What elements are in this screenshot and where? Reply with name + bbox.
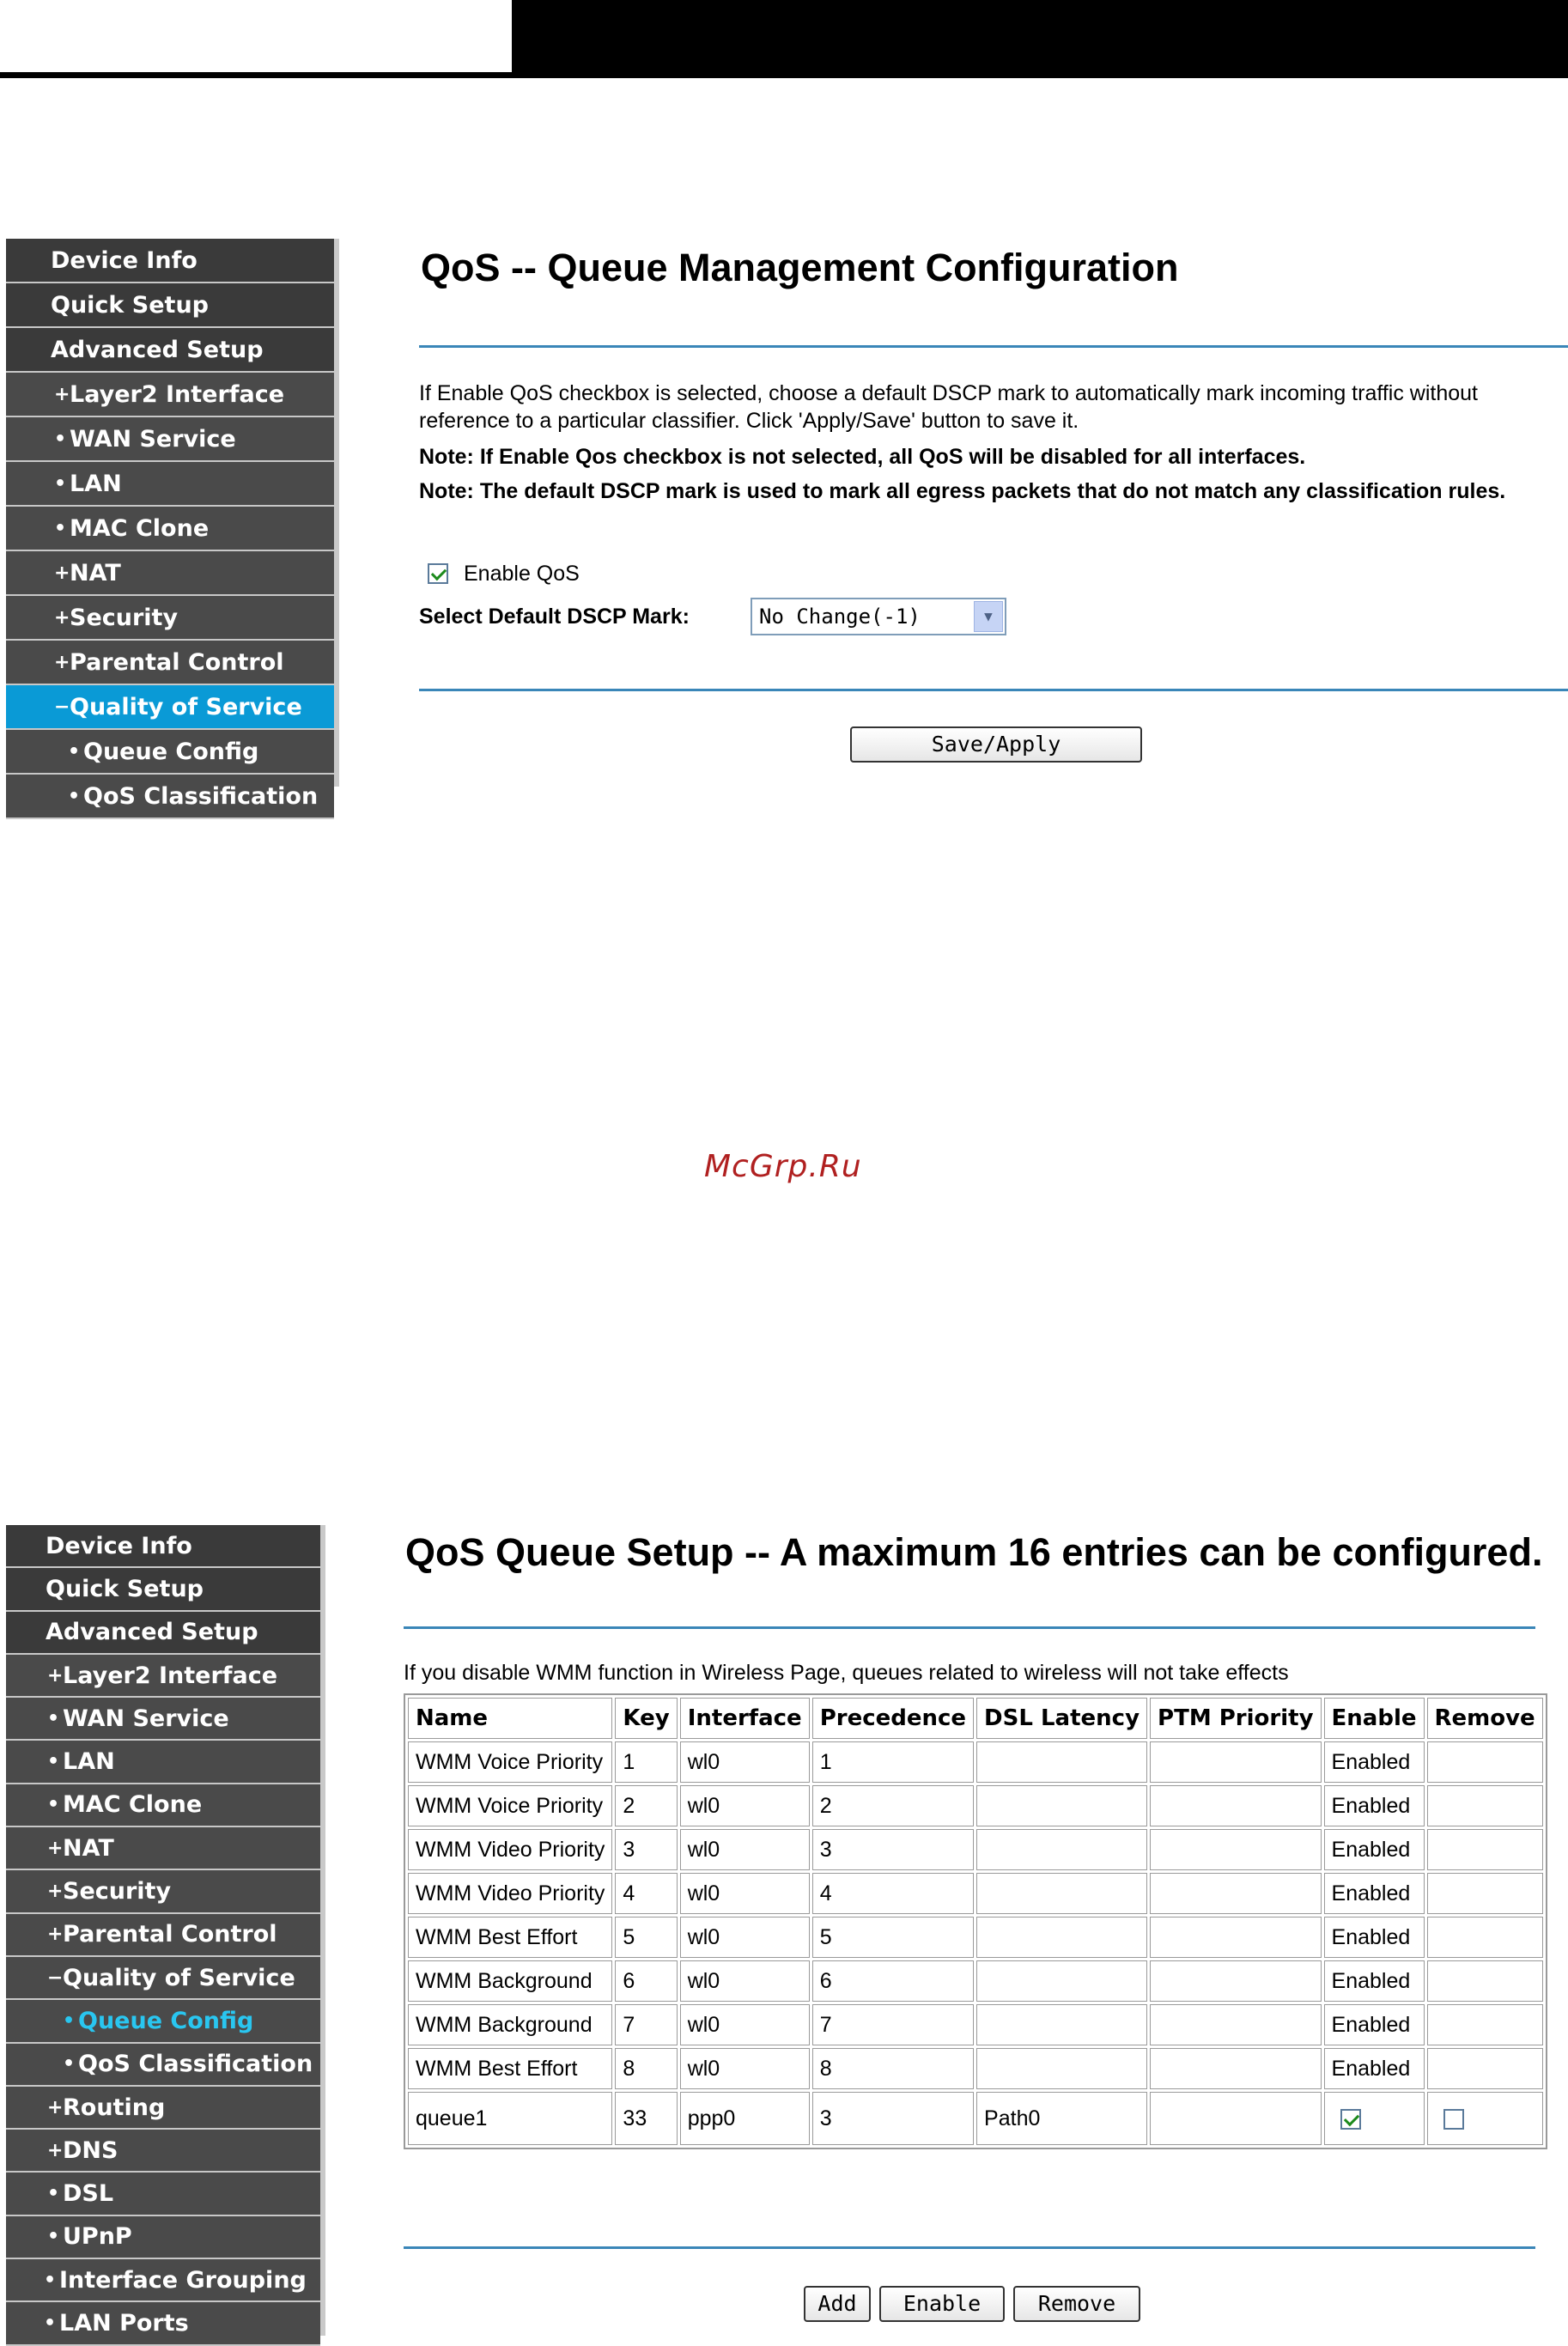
header-black-bar [512, 0, 1568, 72]
sidebar-item-label: QoS Classification [83, 782, 319, 810]
sidebar-item-queue-config[interactable] [6, 730, 334, 775]
sidebar-item-label: Device Info [46, 1532, 192, 1559]
cell-remove [1427, 1917, 1543, 1958]
cell-key: 1 [615, 1741, 677, 1783]
cell-remove [1427, 2048, 1543, 2089]
sidebar-item-security[interactable] [6, 596, 334, 641]
cell-name: WMM Best Effort [408, 1917, 612, 1958]
cell-dsl-latency [976, 1873, 1147, 1914]
cell-enable: Enabled [1324, 1829, 1425, 1870]
sidebar-item-quality-of-service[interactable] [6, 1957, 320, 2000]
sidebar-item-label: DNS [63, 2136, 119, 2164]
collapse-icon: − [54, 696, 70, 718]
sidebar-item-device-info[interactable] [6, 239, 334, 283]
sidebar-item-label: Quality of Service [70, 693, 302, 720]
cell-interface: wl0 [680, 2004, 810, 2045]
cell-ptm-priority [1150, 1741, 1321, 1783]
column-header-key: Key [615, 1698, 677, 1739]
sidebar-item-routing[interactable] [6, 2087, 320, 2130]
save-apply-button[interactable]: Save/Apply [850, 726, 1142, 763]
remove-button[interactable]: Remove [1013, 2286, 1140, 2322]
sidebar-item-queue-config[interactable] [6, 2000, 320, 2043]
sidebar-item-label: WAN Service [63, 1705, 229, 1732]
sidebar-item-nat[interactable] [6, 1827, 320, 1870]
cell-name: WMM Video Priority [408, 1873, 612, 1914]
cell-precedence: 4 [812, 1873, 974, 1914]
expand-icon: + [54, 383, 70, 405]
cell-precedence: 3 [812, 2092, 974, 2145]
intro-text: If Enable QoS checkbox is selected, choose a default DSCP mark to automatically mark incoming traffic without reference to a particular classifier. Click 'Apply/Save' button to save it. [419, 381, 1478, 433]
column-header-ptm-priority: PTM Priority [1150, 1698, 1321, 1739]
bullet-icon: • [63, 2053, 76, 2076]
sidebar-menu [6, 239, 334, 819]
cell-precedence: 6 [812, 1960, 974, 2002]
expand-icon: + [54, 651, 70, 673]
cell-key: 4 [615, 1873, 677, 1914]
sidebar-item-parental-control[interactable] [6, 1914, 320, 1957]
cell-interface: wl0 [680, 1741, 810, 1783]
cell-precedence: 3 [812, 1829, 974, 1870]
sidebar-item-label: Layer2 Interface [63, 1662, 278, 1689]
table-row [408, 1785, 1543, 1826]
page-title: QoS -- Queue Management Configuration [421, 246, 1179, 289]
cell-remove [1427, 1785, 1543, 1826]
cell-key: 6 [615, 1960, 677, 2002]
cell-ptm-priority [1150, 1960, 1321, 2002]
sidebar-item-label: Queue Config [78, 2007, 254, 2034]
sidebar-item-layer2-interface[interactable] [6, 373, 334, 417]
sidebar-item-label: Device Info [51, 246, 198, 274]
bullet-icon: • [54, 472, 67, 495]
sidebar-item-label: Advanced Setup [51, 336, 264, 363]
column-header-dsl-latency: DSL Latency [976, 1698, 1147, 1739]
sidebar-item-quick-setup[interactable] [6, 1568, 320, 1611]
sidebar-item-advanced-setup[interactable] [6, 1612, 320, 1655]
sidebar-item-wan-service[interactable] [6, 417, 334, 462]
cell-interface: wl0 [680, 1873, 810, 1914]
cell-interface: ppp0 [680, 2092, 810, 2145]
bullet-icon: • [44, 2269, 57, 2291]
cell-dsl-latency [976, 1960, 1147, 2002]
sidebar-item-label: WAN Service [70, 425, 236, 453]
table-row [408, 1829, 1543, 1870]
sidebar-item-mac-clone[interactable] [6, 1784, 320, 1827]
column-header-name: Name [408, 1698, 612, 1739]
cell-precedence: 1 [812, 1741, 974, 1783]
sidebar-item-label: Quick Setup [46, 1575, 204, 1602]
table-row [408, 2004, 1543, 2045]
sidebar-item-label: UPnP [63, 2223, 132, 2251]
cell-enable: Enabled [1324, 1960, 1425, 2002]
cell-dsl-latency [976, 1741, 1147, 1783]
page-title: QoS Queue Setup -- A maximum 16 entries can be configured. [405, 1530, 1543, 1574]
sidebar-item-label: Routing [63, 2094, 166, 2121]
cell-interface: wl0 [680, 1829, 810, 1870]
expand-icon: + [47, 1924, 64, 1946]
cell-name: WMM Video Priority [408, 1829, 612, 1870]
sidebar-item-label: MAC Clone [70, 514, 210, 542]
add-button[interactable]: Add [804, 2286, 871, 2322]
cell-enable: Enabled [1324, 2004, 1425, 2045]
sidebar-item-interface-grouping[interactable] [6, 2259, 320, 2302]
cell-ptm-priority [1150, 2092, 1321, 2145]
title-divider [419, 345, 1568, 348]
sidebar-item-label: LAN [63, 1748, 115, 1776]
cell-dsl-latency [976, 2048, 1147, 2089]
sidebar-divider [320, 1525, 325, 2336]
cell-enable: Enabled [1324, 1917, 1425, 1958]
column-header-precedence: Precedence [812, 1698, 974, 1739]
expand-icon: + [47, 2096, 64, 2118]
cell-ptm-priority [1150, 1829, 1321, 1870]
sidebar-item-qos-classification[interactable] [6, 775, 334, 819]
screenshot-queue-setup [0, 1525, 1568, 2336]
column-header-enable: Enable [1324, 1698, 1425, 1739]
watermark-text: McGrp.Ru [704, 1149, 862, 1184]
bullet-icon: • [47, 2226, 60, 2248]
expand-icon: + [54, 562, 70, 584]
sidebar-menu [6, 1525, 320, 2346]
cell-enable: Enabled [1324, 1741, 1425, 1783]
sidebar-item-lan[interactable] [6, 462, 334, 507]
cell-name: WMM Voice Priority [408, 1741, 612, 1783]
enable-qos-label: Enable QoS [464, 562, 580, 586]
cell-dsl-latency [976, 1829, 1147, 1870]
cell-ptm-priority [1150, 2004, 1321, 2045]
table-header-row [408, 1698, 1543, 1739]
sidebar-item-label: Security [63, 1878, 172, 1905]
cell-remove [1427, 2092, 1543, 2145]
enable-button[interactable]: Enable [879, 2286, 1005, 2322]
bullet-icon: • [44, 2312, 57, 2334]
cell-interface: wl0 [680, 1917, 810, 1958]
cell-key: 7 [615, 2004, 677, 2045]
sidebar-item-label: Layer2 Interface [70, 380, 285, 408]
cell-interface: wl0 [680, 1785, 810, 1826]
collapse-icon: − [47, 1966, 64, 1989]
sidebar-item-quality-of-service[interactable] [6, 685, 334, 730]
cell-remove [1427, 2004, 1543, 2045]
table-row-queue1 [408, 2092, 1543, 2145]
cell-ptm-priority [1150, 2048, 1321, 2089]
bullet-icon: • [54, 428, 67, 450]
cell-key: 2 [615, 1785, 677, 1826]
expand-icon: + [47, 2139, 64, 2161]
table-row [408, 1960, 1543, 2002]
sidebar-item-label: LAN [70, 470, 122, 497]
cell-name: WMM Voice Priority [408, 1785, 612, 1826]
column-header-remove: Remove [1427, 1698, 1543, 1739]
queue1-remove-checkbox[interactable] [1443, 2109, 1464, 2130]
table-row [408, 2048, 1543, 2089]
sidebar-item-label: MAC Clone [63, 1791, 203, 1819]
sidebar-item-dns[interactable] [6, 2130, 320, 2173]
bullet-icon: • [47, 1794, 60, 1816]
table-row [408, 1917, 1543, 1958]
cell-remove [1427, 1873, 1543, 1914]
cell-name: WMM Background [408, 2004, 612, 2045]
column-header-interface: Interface [680, 1698, 810, 1739]
cell-enable: Enabled [1324, 1873, 1425, 1914]
cell-enable: Enabled [1324, 1785, 1425, 1826]
enable-qos-row [428, 560, 580, 587]
sidebar-item-lan-ports[interactable] [6, 2302, 320, 2345]
queue1-enable-checkbox[interactable] [1340, 2109, 1361, 2130]
dscp-mark-label: Select Default DSCP Mark: [419, 605, 690, 629]
expand-icon: + [47, 1881, 64, 1903]
sidebar-item-label: LAN Ports [59, 2309, 189, 2337]
sidebar-item-upnp[interactable] [6, 2216, 320, 2259]
cell-dsl-latency: Path0 [976, 2092, 1147, 2145]
sidebar-item-label: Quality of Service [63, 1964, 295, 1991]
sidebar-item-label: Queue Config [83, 738, 259, 765]
expand-icon: + [54, 606, 70, 629]
cell-remove [1427, 1960, 1543, 2002]
sidebar-item-device-info[interactable] [6, 1525, 320, 1568]
cell-enable [1324, 2092, 1425, 2145]
bullet-icon: • [47, 2183, 60, 2205]
bullet-icon: • [47, 1751, 60, 1773]
wmm-note: If you disable WMM function in Wireless Page, queues related to wireless will not take effects [404, 1661, 1289, 1685]
sidebar-item-security[interactable] [6, 1870, 320, 1913]
cell-precedence: 8 [812, 2048, 974, 2089]
cell-ptm-priority [1150, 1873, 1321, 1914]
note-disable-qos: Note: If Enable Qos checkbox is not selected, all QoS will be disabled for all interfaces. [419, 445, 1306, 469]
cell-dsl-latency [976, 1917, 1147, 1958]
bullet-icon: • [68, 785, 81, 807]
cell-name: queue1 [408, 2092, 612, 2145]
bullet-icon: • [63, 2009, 76, 2032]
sidebar-item-mac-clone[interactable] [6, 507, 334, 551]
bullet-icon: • [47, 1707, 60, 1729]
cell-precedence: 5 [812, 1917, 974, 1958]
dscp-mark-select[interactable] [751, 598, 1006, 635]
cell-dsl-latency [976, 2004, 1147, 2045]
queue-table [404, 1693, 1547, 2149]
cell-interface: wl0 [680, 1960, 810, 2002]
screenshot-queue-management [0, 239, 1568, 810]
sidebar-item-label: QoS Classification [78, 2051, 313, 2078]
sidebar-item-qos-classification[interactable] [6, 2044, 320, 2087]
sidebar-item-label: Advanced Setup [46, 1619, 258, 1646]
sidebar-item-quick-setup[interactable] [6, 283, 334, 328]
sidebar-item-label: Security [70, 604, 179, 631]
cell-key: 33 [615, 2092, 677, 2145]
cell-remove [1427, 1829, 1543, 1870]
cell-ptm-priority [1150, 1917, 1321, 1958]
cell-key: 8 [615, 2048, 677, 2089]
dscp-mark-value: No Change(-1) [759, 605, 921, 629]
sidebar-item-label: Parental Control [70, 648, 284, 676]
sidebar-item-dsl[interactable] [6, 2173, 320, 2215]
cell-enable: Enabled [1324, 2048, 1425, 2089]
sidebar-item-label: Parental Control [63, 1921, 277, 1948]
sidebar-item-label: DSL [63, 2180, 114, 2208]
sidebar-item-nat[interactable] [6, 551, 334, 596]
sidebar-divider [334, 239, 339, 787]
cell-name: WMM Best Effort [408, 2048, 612, 2089]
table-row [408, 1873, 1543, 1914]
sidebar-item-parental-control[interactable] [6, 641, 334, 685]
enable-qos-checkbox[interactable] [428, 563, 448, 584]
cell-dsl-latency [976, 1785, 1147, 1826]
sidebar-item-advanced-setup[interactable] [6, 328, 334, 373]
cell-precedence: 2 [812, 1785, 974, 1826]
note-default-dscp: Note: The default DSCP mark is used to mark all egress packets that do not match any classification rules. [419, 479, 1506, 503]
sidebar-item-label: Quick Setup [51, 291, 210, 319]
cell-interface: wl0 [680, 2048, 810, 2089]
sidebar-item-wan-service[interactable] [6, 1698, 320, 1741]
expand-icon: + [47, 1837, 64, 1859]
sidebar-item-label: Interface Grouping [59, 2266, 307, 2294]
sidebar-item-lan[interactable] [6, 1741, 320, 1784]
bullet-icon: • [68, 740, 81, 763]
cell-remove [1427, 1741, 1543, 1783]
sidebar-item-label: NAT [63, 1834, 114, 1862]
cell-precedence: 7 [812, 2004, 974, 2045]
expand-icon: + [47, 1664, 64, 1687]
table-row [408, 1741, 1543, 1783]
sidebar-item-layer2-interface[interactable] [6, 1655, 320, 1698]
chevron-down-icon[interactable]: ▼ [974, 601, 1003, 632]
sidebar-item-label: NAT [70, 559, 121, 586]
form-divider [419, 689, 1568, 691]
cell-key: 3 [615, 1829, 677, 1870]
cell-ptm-priority [1150, 1785, 1321, 1826]
header-rule [0, 72, 1568, 78]
cell-name: WMM Background [408, 1960, 612, 2002]
bullet-icon: • [54, 517, 67, 539]
cell-key: 5 [615, 1917, 677, 1958]
title-divider [404, 1626, 1535, 1629]
table-divider [404, 2246, 1535, 2249]
